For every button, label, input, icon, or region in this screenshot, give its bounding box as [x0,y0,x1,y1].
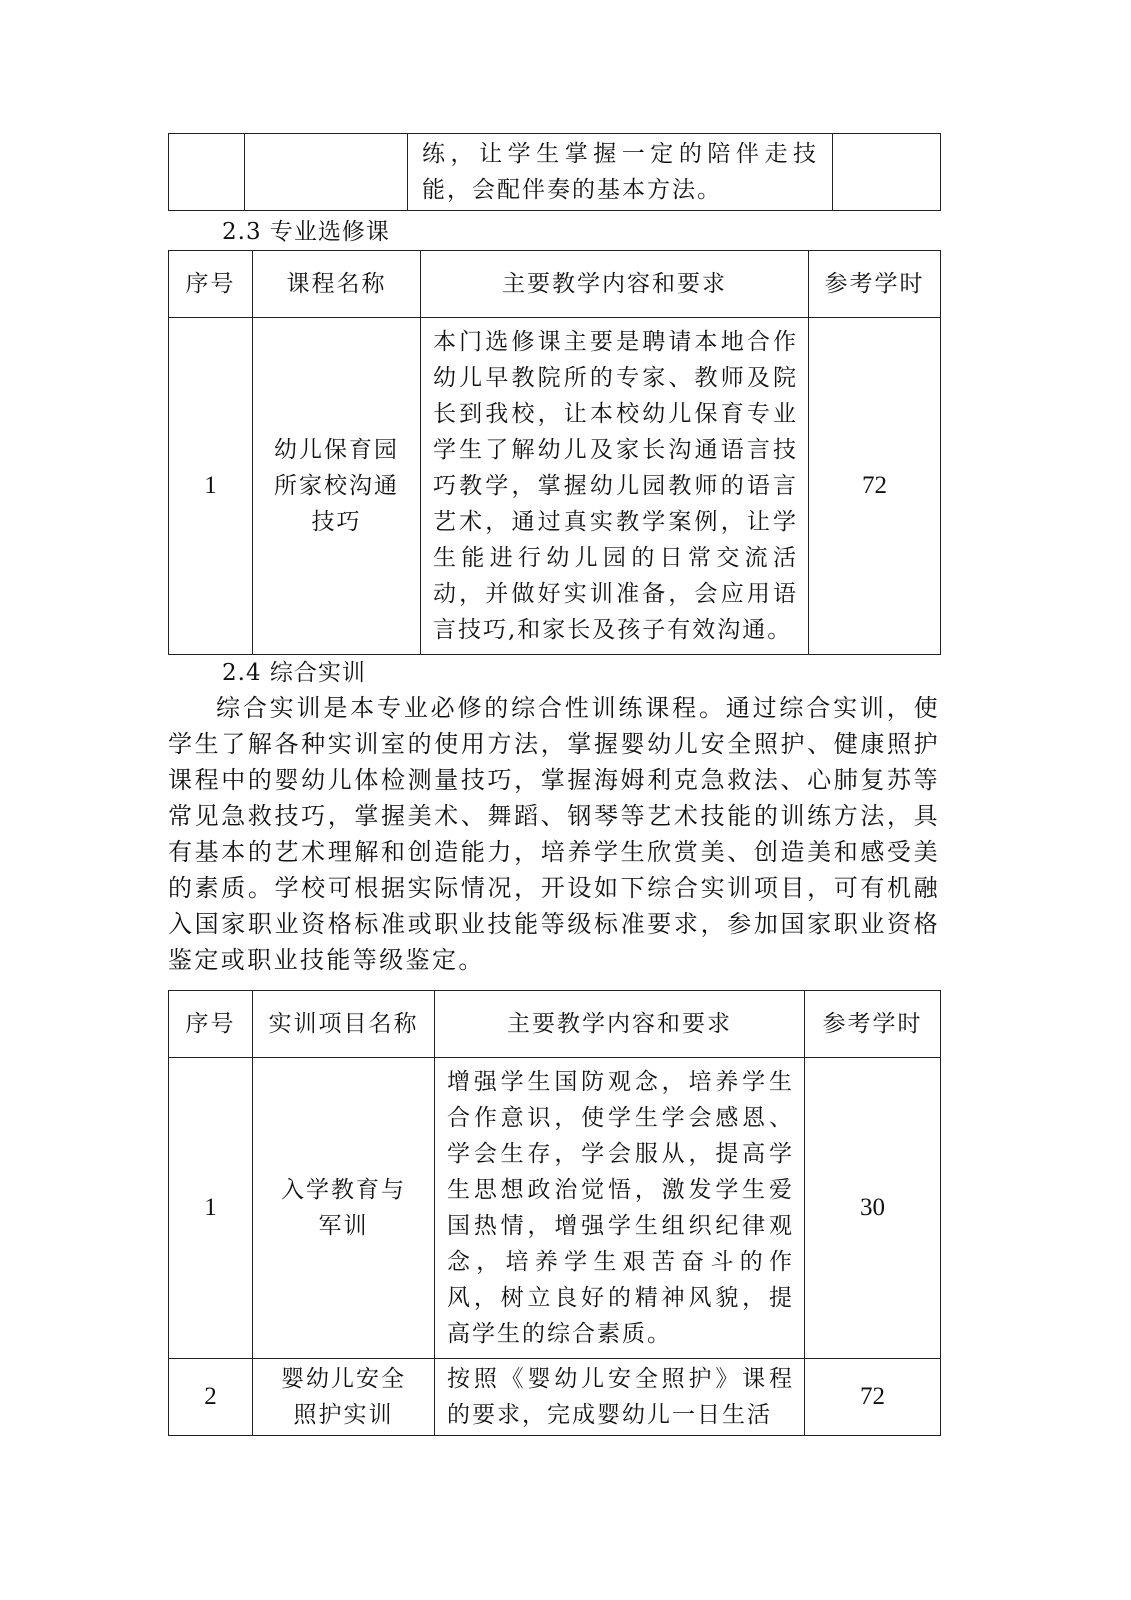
content-cell: 练，让学生掌握一定的陪伴走技能，会配伴奏的基本方法。 [408,134,833,211]
header-no: 序号 [169,251,253,318]
row-content: 本门选修课主要是聘请本地合作幼儿早教院所的专家、教师及院长到我校，让本校幼儿保育专业学生了解幼儿及家长沟通语言技巧教学，掌握幼儿园教师的语言艺术，通过真实教学案例，让学生能进行幼儿园的日常交流活动，并做好实训准备，会应用语言技巧,和家长及孩子有效沟通。 [421,318,809,655]
header-hours: 参考学时 [805,991,941,1058]
row-hours: 30 [805,1058,941,1359]
header-hours: 参考学时 [809,251,941,318]
header-content: 主要教学内容和要求 [435,991,805,1058]
row-name: 入学教育与军训 [253,1058,435,1359]
table-row [169,318,941,655]
training-table [168,990,941,1436]
section-paragraph: 综合实训是本专业必修的综合性训练课程。通过综合实训，使学生了解各种实训室的使用方法，掌握婴幼儿安全照护、健康照护课程中的婴幼儿体检测量技巧，掌握海姆利克急救法、心肺复苏等常见急救技巧，掌握美术、舞蹈、钢琴等艺术技能的训练方法，具有基本的艺术理解和创造能力，培养学生欣赏美、创造美和感受美的素质。学校可根据实际情况，开设如下综合实训项目，可有机融入国家职业资格标准或职业技能等级标准要求，参加国家职业资格鉴定或职业技能等级鉴定。 [168,694,940,974]
row-no: 1 [169,318,253,655]
header-no: 序号 [169,991,253,1058]
section-heading-2-3: 2.3 专业选修课 [222,219,390,245]
table-header-row [169,991,941,1058]
table-row [169,1359,941,1436]
row-name: 幼儿保育园所家校沟通技巧 [253,318,421,655]
empty-cell [169,134,245,211]
row-content: 增强学生国防观念，培养学生合作意识，使学生学会感恩、学会生存，学会服从，提高学生思想政治觉悟，激发学生爱国热情，增强学生组织纪律观念，培养学生艰苦奋斗的作风，树立良好的精神风貌，提高学生的综合素质。 [435,1058,805,1359]
elective-course-table [168,250,941,655]
section-heading-2-4: 2.4 综合实训 [222,660,366,686]
header-name: 课程名称 [253,251,421,318]
empty-cell [833,134,941,211]
table-row [169,1058,941,1359]
row-hours: 72 [805,1359,941,1436]
header-content: 主要教学内容和要求 [421,251,809,318]
header-name: 实训项目名称 [253,991,435,1058]
row-hours: 72 [809,318,941,655]
row-name: 婴幼儿安全照护实训 [253,1359,435,1436]
row-no: 1 [169,1058,253,1359]
empty-cell [245,134,408,211]
row-content: 按照《婴幼儿安全照护》课程的要求，完成婴幼儿一日生活 [435,1359,805,1436]
row-no: 2 [169,1359,253,1436]
continued-course-table [168,133,941,211]
table-header-row [169,251,941,318]
